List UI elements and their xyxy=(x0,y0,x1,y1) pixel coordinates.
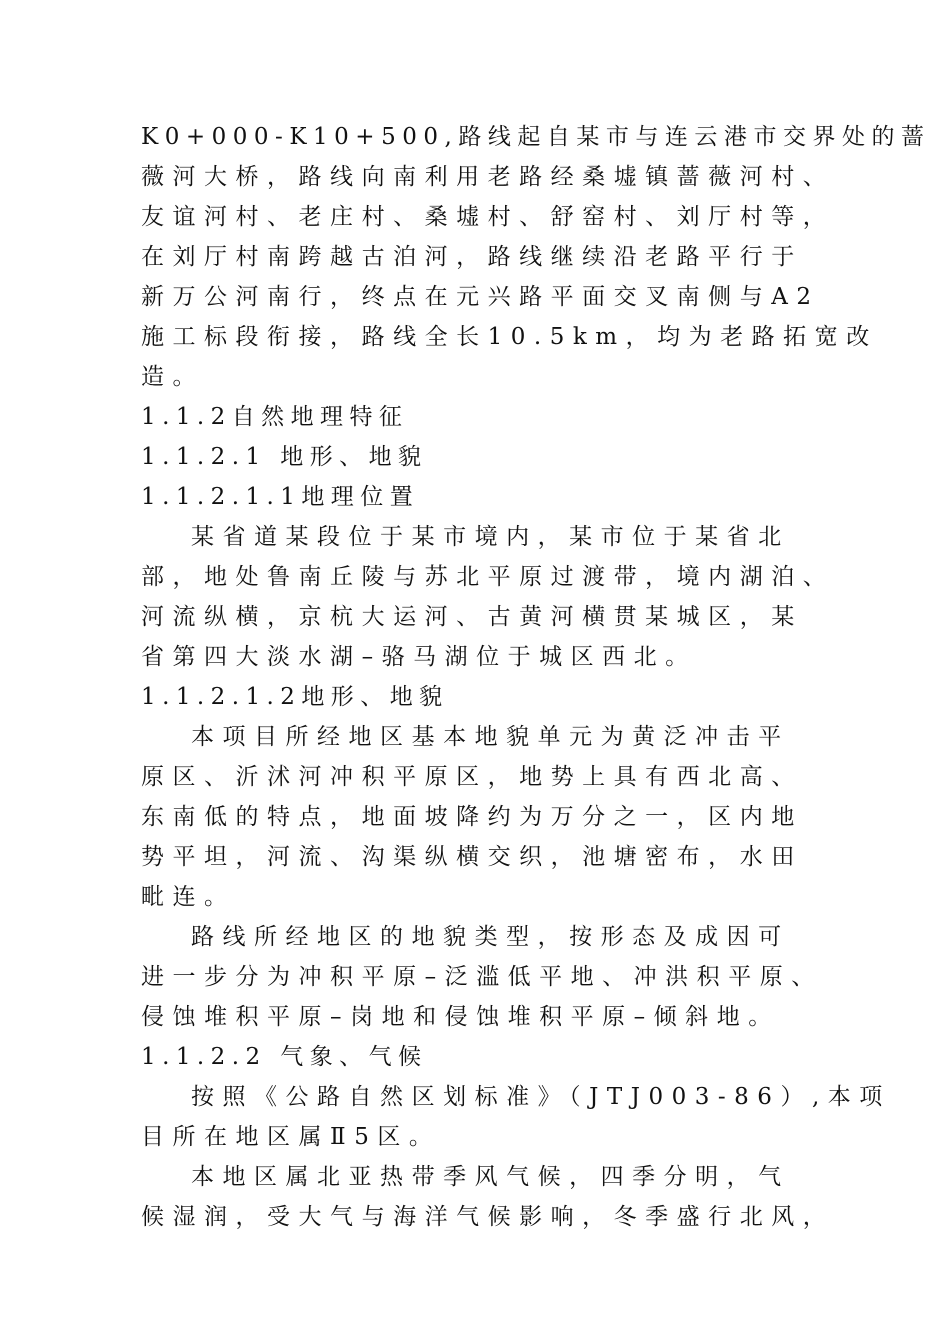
text-line: 造。 xyxy=(141,364,205,390)
text-line: 薇河大桥，路线向南利用老路经桑墟镇蔷薇河村、 xyxy=(141,164,835,190)
text-line: 在刘厅村南跨越古泊河，路线继续沿老路平行于 xyxy=(141,244,803,270)
section-heading: 1.1.2.1 地形、地貌 xyxy=(141,444,428,470)
section-heading: 1.1.2.2 气象、气候 xyxy=(141,1044,428,1070)
text-line: 毗连。 xyxy=(141,884,236,910)
document-body xyxy=(141,117,931,1237)
text-line: 省第四大淡水湖–骆马湖位于城区西北。 xyxy=(141,644,697,670)
text-line: 原区、沂沭河冲积平原区，地势上具有西北高、 xyxy=(141,764,803,790)
text-line: 候湿润，受大气与海洋气候影响，冬季盛行北风， xyxy=(141,1204,835,1230)
paragraph-first-line: 本地区属北亚热带季风气候，四季分明，气 xyxy=(191,1164,790,1190)
text-line: 部，地处鲁南丘陵与苏北平原过渡带，境内湖泊、 xyxy=(141,564,835,590)
text-line: 侵蚀堆积平原–岗地和侵蚀堆积平原–倾斜地。 xyxy=(141,1004,780,1030)
text-line: 新万公河南行，终点在元兴路平面交叉南侧与A2 xyxy=(141,284,820,310)
text-line: 目所在地区属Ⅱ5区。 xyxy=(141,1124,441,1150)
text-line: 友谊河村、老庄村、桑墟村、舒窑村、刘厅村等， xyxy=(141,204,835,230)
text-line: 东南低的特点，地面坡降约为万分之一，区内地 xyxy=(141,804,803,830)
section-heading: 1.1.2自然地理特征 xyxy=(141,404,409,430)
paragraph-first-line: 本项目所经地区基本地貌单元为黄泛冲击平 xyxy=(191,724,790,750)
text-line: 进一步分为冲积平原–泛滥低平地、冲洪积平原、 xyxy=(141,964,823,990)
section-heading: 1.1.2.1.1地理位置 xyxy=(141,484,420,510)
text-line: K0+000-K10+500,路线起自某市与连云港市交界处的蔷 xyxy=(141,124,931,150)
section-heading: 1.1.2.1.2地形、地貌 xyxy=(141,684,449,710)
text-line: 势平坦，河流、沟渠纵横交织，池塘密布，水田 xyxy=(141,844,803,870)
paragraph-first-line: 某省道某段位于某市境内，某市位于某省北 xyxy=(191,524,790,550)
text-line: 施工标段衔接，路线全长10.5km，均为老路拓宽改 xyxy=(141,324,878,350)
paragraph-first-line: 路线所经地区的地貌类型，按形态及成因可 xyxy=(191,924,790,950)
paragraph-first-line: 按照《公路自然区划标准》（JTJ003-86）,本项 xyxy=(191,1084,891,1110)
text-line: 河流纵横，京杭大运河、古黄河横贯某城区，某 xyxy=(141,604,803,630)
